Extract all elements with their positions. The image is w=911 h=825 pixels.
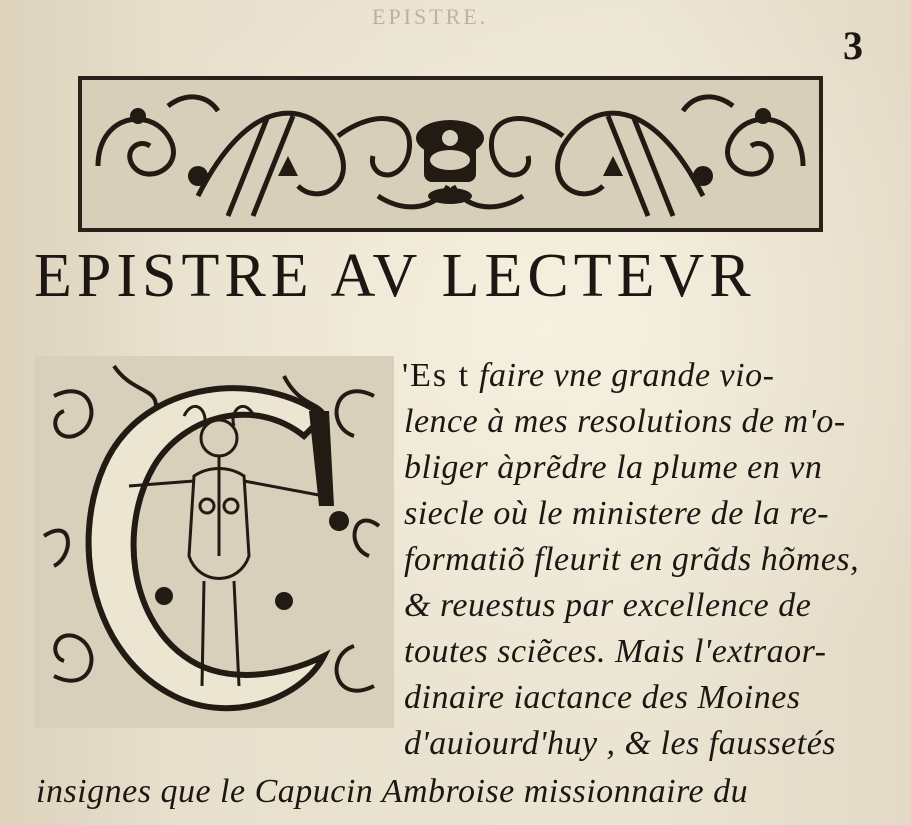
body-line-5: formatiõ fleurit en grãds hõmes, [404,541,860,578]
body-line-2: lence à mes resolutions de m'o- [404,403,846,440]
page-title: EPISTRE AV LECTEVR [34,242,756,310]
body-line-6: & reuestus par excellence de [404,587,812,624]
line-text: faire vne grande vio- [479,357,775,394]
body-line-7: toutes sciẽces. Mais l'extraor- [404,633,827,670]
body-line-10: insignes que le Capucin Ambroise missionnaire du [36,773,749,810]
running-head: EPISTRE. [372,4,489,29]
page-number: 3 [843,23,863,68]
body-line-4: siecle où le ministere de la re- [404,495,830,532]
body-line-3: bliger àprẽdre la plume en vn [404,449,823,486]
body-line-1 [402,354,774,398]
historiated-initial-c-icon [34,356,394,728]
body-line-9: d'auiourd'huy , & les faussetés [404,725,837,762]
headpiece-ornament-icon [78,76,823,232]
opening-words: 'Es t [402,357,471,394]
body-line-8: dinaire iactance des Moines [404,679,801,716]
